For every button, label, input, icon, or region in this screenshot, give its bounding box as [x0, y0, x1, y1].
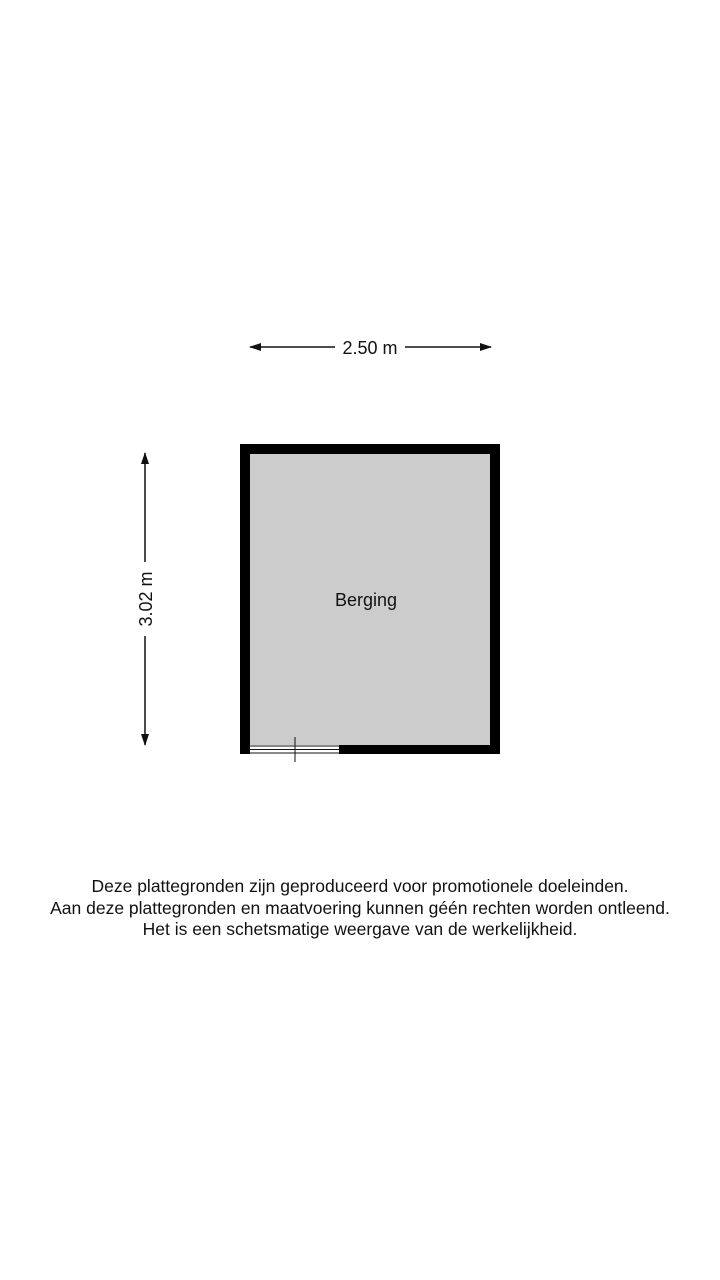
disclaimer-line-1: Deze plattegronden zijn geproduceerd voor promotionele doeleinden. [91, 876, 629, 896]
room-label: Berging [334, 590, 398, 610]
disclaimer-line-3: Het is een schetsmatige weergave van de werkelijkheid. [142, 919, 578, 939]
width-dimension-label: 2.50 m [342, 338, 398, 358]
disclaimer-line-2: Aan deze plattegronden en maatvoering kunnen géén rechten worden ontleend. [50, 897, 670, 918]
disclaimer [0, 876, 720, 941]
width-dimension [250, 338, 491, 358]
height-dimension [136, 453, 156, 745]
room-berging [240, 444, 500, 762]
height-dimension-label: 3.02 m [136, 571, 156, 627]
